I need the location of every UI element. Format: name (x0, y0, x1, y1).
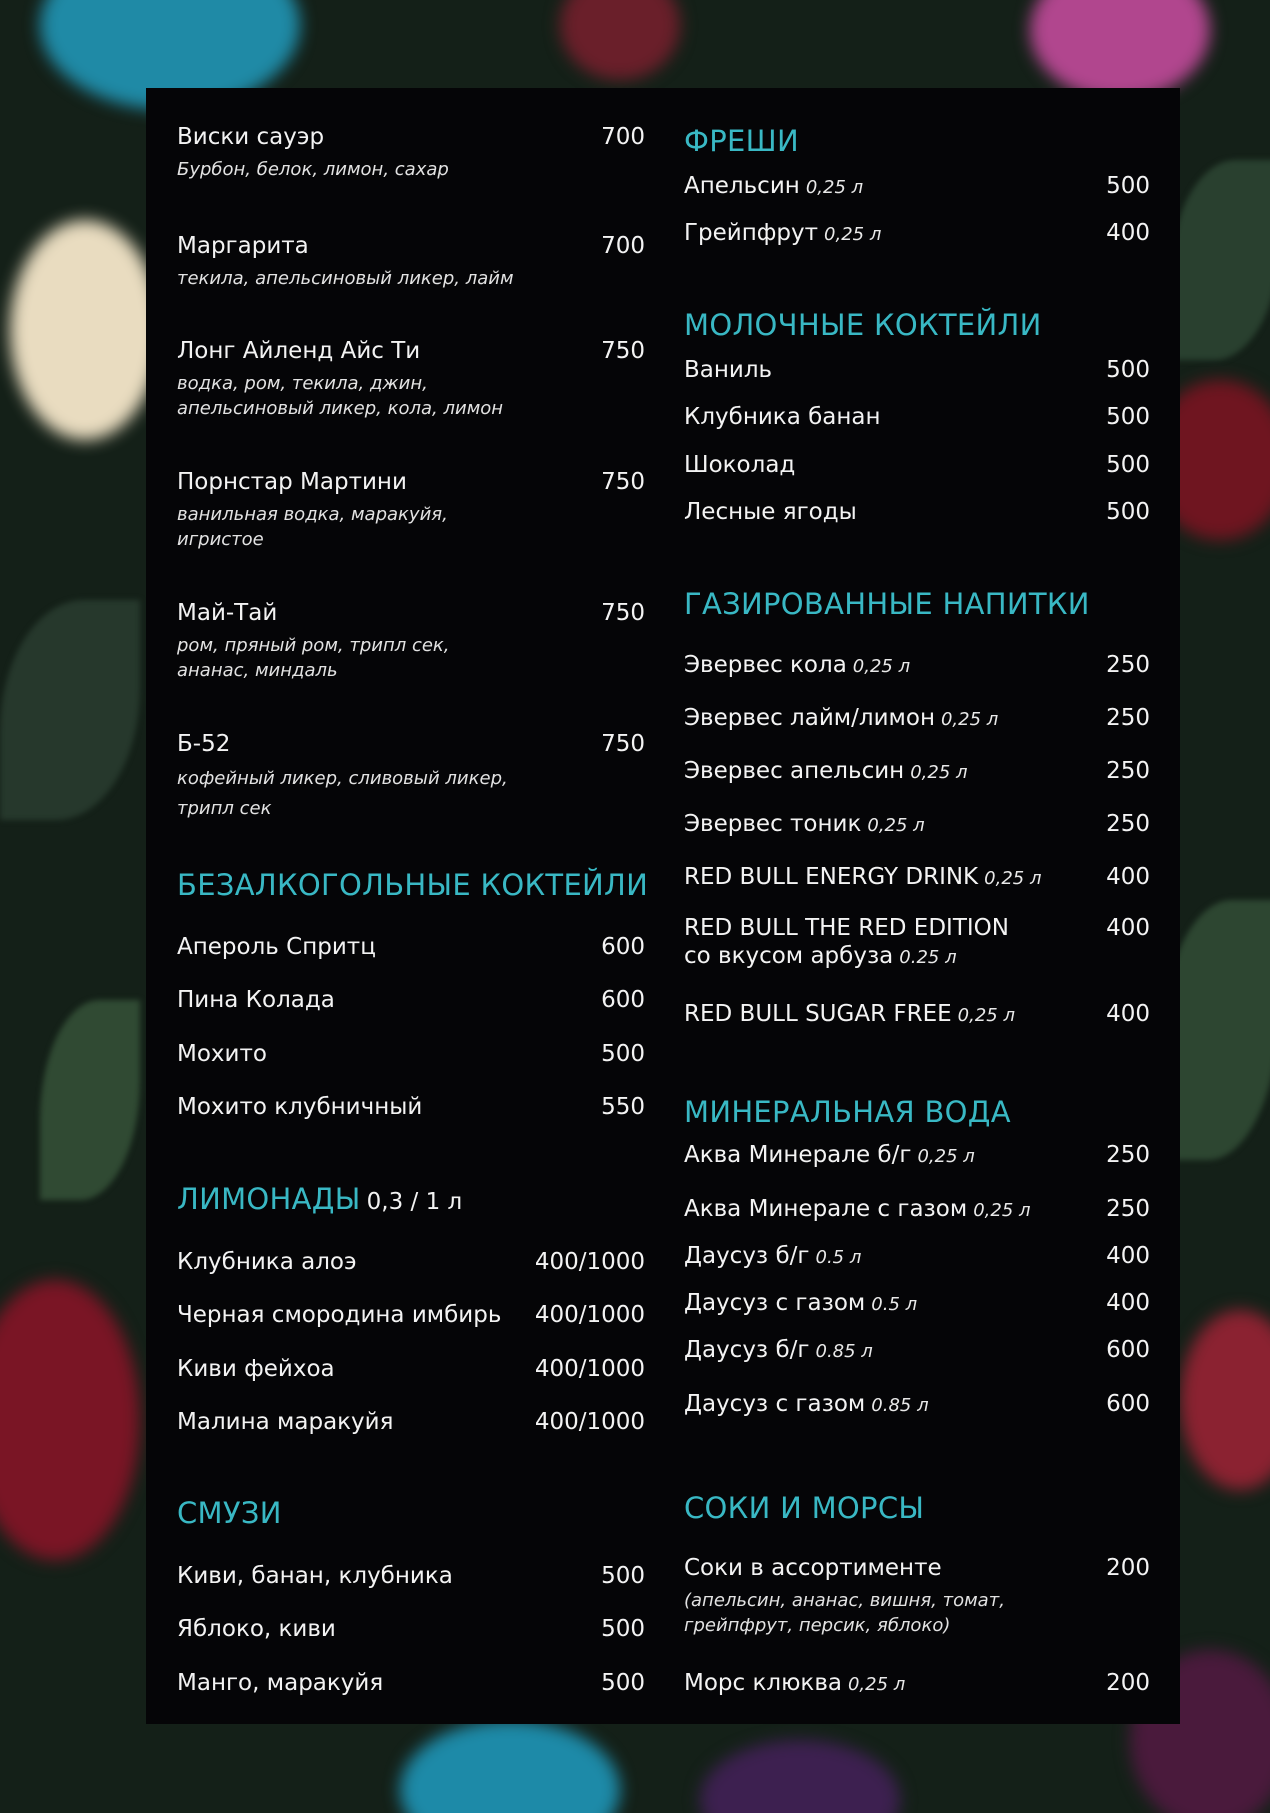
item-name: Маргарита (177, 233, 309, 259)
section-title-mineral-water: МИНЕРАЛЬНАЯ ВОДА (684, 1095, 1011, 1129)
menu-item (177, 730, 645, 824)
menu-item: Черная смородина имбирь 400/1000 (177, 1302, 645, 1328)
menu-item: Шоколад 500 (684, 452, 1150, 478)
menu-item: Манго, маракуйя 500 (177, 1670, 645, 1696)
menu-panel (146, 88, 1180, 1724)
menu-item: Киви фейхоа 400/1000 (177, 1356, 645, 1382)
item-price: 750 (601, 338, 645, 364)
item-description: водка, ром, текила, джин, апельсиновый ликер, кола, лимон (177, 373, 504, 419)
menu-item: Грейпфрут 0,25 л 400 (684, 220, 1150, 246)
menu-item: Соки в ассортименте 200 (апельсин, ананас, вишня, томат, грейпфрут, персик, яблоко) (684, 1555, 1150, 1636)
menu-item: Аква Минерале с газом 0,25 л 250 (684, 1196, 1150, 1222)
menu-item: Даусуз с газом 0.85 л 600 (684, 1391, 1150, 1417)
menu-item: Яблоко, киви 500 (177, 1616, 645, 1642)
item-name: Порнстар Мартини (177, 469, 407, 495)
menu-item: RED BULL SUGAR FREE 0,25 л 400 (684, 1001, 1150, 1027)
section-title-smoothies: СМУЗИ (177, 1496, 282, 1530)
section-title-lemonades: ЛИМОНАДЫ 0,3 / 1 л (177, 1182, 463, 1216)
menu-item: Апельсин 0,25 л 500 (684, 173, 1150, 199)
menu-item: Киви, банан, клубника 500 (177, 1563, 645, 1589)
item-name: Май-Тай (177, 600, 278, 626)
item-description: текила, апельсиновый ликер, лайм (177, 268, 514, 289)
menu-item (177, 337, 645, 421)
section-title-non-alcoholic: БЕЗАЛКОГОЛЬНЫЕ КОКТЕЙЛИ (177, 868, 649, 902)
item-price: 750 (601, 731, 645, 757)
menu-item: RED BULL THE RED EDITION 400 со вкусом арбуза 0.25 л (684, 915, 1150, 969)
menu-item: Морс клюква 0,25 л 200 (684, 1670, 1150, 1696)
menu-item: Ваниль 500 (684, 357, 1150, 383)
menu-item (177, 599, 645, 683)
item-price: 750 (601, 600, 645, 626)
menu-item: Даусуз б/г 0.85 л 600 (684, 1337, 1150, 1363)
item-price: 700 (601, 124, 645, 150)
item-description: (апельсин, ананас, вишня, томат, грейпфрут, персик, яблоко) (684, 1590, 1005, 1636)
menu-item: Эвервес лайм/лимон 0,25 л 250 (684, 705, 1150, 731)
item-name: Лонг Айленд Айс Ти (177, 338, 421, 364)
menu-item: Мохито 500 (177, 1041, 645, 1067)
menu-item: Апероль Спритц 600 (177, 934, 645, 960)
section-title-soda: ГАЗИРОВАННЫЕ НАПИТКИ (684, 587, 1090, 621)
menu-item: Эвервес кола 0,25 л 250 (684, 652, 1150, 678)
section-title-fresh: ФРЕШИ (684, 124, 799, 158)
item-price: 700 (601, 233, 645, 259)
menu-item: Эвервес тоник 0,25 л 250 (684, 811, 1150, 837)
lemonades-volume: 0,3 / 1 л (366, 1189, 463, 1215)
menu-item: Лесные ягоды 500 (684, 499, 1150, 525)
menu-item (177, 123, 645, 182)
menu-item: RED BULL ENERGY DRINK 0,25 л 400 (684, 864, 1150, 890)
menu-item: Пина Колада 600 (177, 987, 645, 1013)
item-price: 750 (601, 469, 645, 495)
menu-item: Аква Минерале б/г 0,25 л 250 (684, 1142, 1150, 1168)
item-description: кофейный ликер, сливовый ликер, трипл сек (177, 768, 508, 819)
item-name: Виски сауэр (177, 124, 325, 150)
menu-item: Даусуз б/г 0.5 л 400 (684, 1243, 1150, 1269)
item-name: Б-52 (177, 731, 231, 757)
item-description: ванильная водка, маракуйя, игристое (177, 504, 448, 550)
menu-item: Эвервес апельсин 0,25 л 250 (684, 758, 1150, 784)
menu-item: Малина маракуйя 400/1000 (177, 1409, 645, 1435)
menu-item: Мохито клубничный 550 (177, 1094, 645, 1120)
menu-item: Даусуз с газом 0.5 л 400 (684, 1290, 1150, 1316)
section-title-milkshakes: МОЛОЧНЫЕ КОКТЕЙЛИ (684, 308, 1042, 342)
menu-item: Клубника алоэ 400/1000 (177, 1249, 645, 1275)
menu-item (177, 468, 645, 552)
item-description: ром, пряный ром, трипл сек, ананас, миндаль (177, 635, 450, 681)
menu-item (177, 232, 645, 291)
section-title-juices: СОКИ И МОРСЫ (684, 1491, 925, 1525)
menu-item: Клубника банан 500 (684, 404, 1150, 430)
item-description: Бурбон, белок, лимон, сахар (177, 159, 449, 180)
